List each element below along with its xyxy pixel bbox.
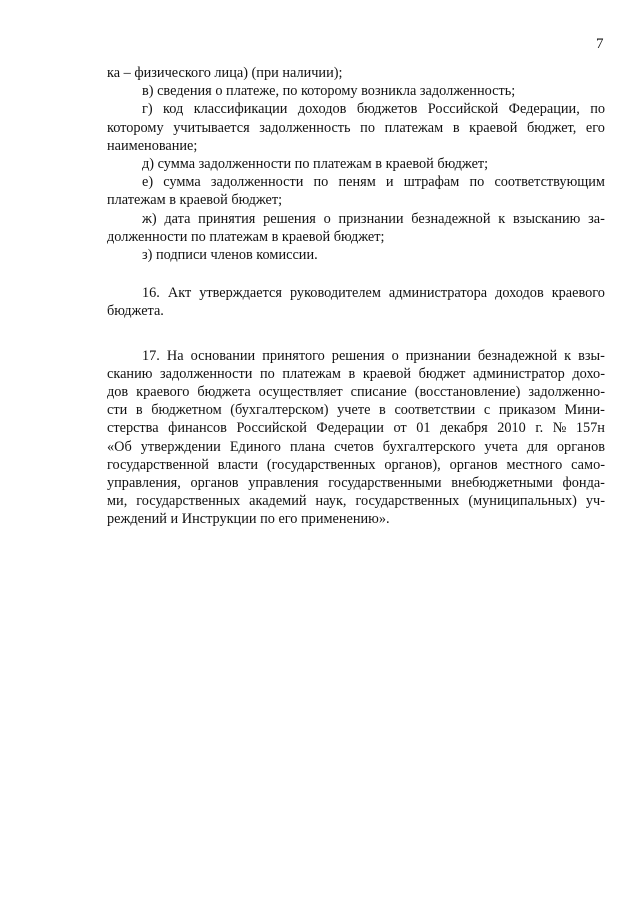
word: код [163,101,184,118]
word: задолженности [159,365,253,382]
word: безнадежной [477,347,558,364]
text-line [107,510,605,528]
word: дохо- [572,365,605,382]
text-line-content: реждений и Инструкции по его применению». [107,511,390,528]
word: ж) [142,210,157,227]
word: 157н [575,420,605,437]
document-body [107,64,605,529]
text-line [107,302,605,320]
text-line-content: ка – физического лица) (при наличии); [107,65,343,81]
word: само- [571,456,605,473]
word: Единого [229,438,281,455]
word: местного [506,456,563,473]
word: финансов [168,420,227,437]
word: штрафам [403,174,460,191]
text-line-content: в) сведения о платеже, по которому возникла задолженность; [142,83,516,100]
word: государственными [328,475,442,492]
text-line [107,82,605,100]
word: счетов [334,438,374,455]
word: утверждении [140,438,221,455]
word: по [590,101,605,118]
word: которому [107,119,164,136]
word: по [469,174,485,191]
text-line [107,438,605,456]
word: администратора [388,285,488,302]
text-line [107,137,605,155]
word: задолженность [259,119,351,136]
word: платежам [384,119,444,136]
word: сканию [107,365,153,382]
text-line [107,401,605,419]
word: учитывается [173,119,250,136]
word: от [393,420,407,437]
list-item-continuation [107,64,605,82]
word: основании [190,347,256,364]
word: соответствующим [494,174,605,191]
word: принятия [198,210,256,227]
text-line-content: бюджета. [107,303,164,320]
word: 01 [416,420,431,437]
text-line [107,191,605,209]
list-item-v [107,82,605,100]
text-line [107,173,605,191]
word: бюджет [418,365,466,382]
word: взы- [578,347,605,364]
word: осуществляет [258,384,343,401]
word: решения [331,347,385,364]
text-line-content: д) сумма задолженности по платежам в краевой бюджет; [142,156,489,173]
list-item-e [107,173,605,209]
word: о [323,210,331,227]
word: признании [338,210,404,227]
text-line [107,474,605,492]
word: пеням [338,174,376,191]
word: бюджета [197,384,251,401]
text-line-content: долженности по платежам в краевой бюджет; [107,228,385,245]
paragraph-16 [107,284,605,320]
text-line [107,119,605,137]
word: сумма [163,174,201,191]
word: администратор [472,365,565,382]
text-line [107,347,605,365]
word: решения [263,210,316,227]
word: в [348,365,356,382]
word: безнадежной [411,210,491,227]
text-line-content: платежам в краевой бюджет; [107,192,283,209]
word: к [564,347,572,364]
word: дата [164,210,191,227]
word: учета [484,438,518,455]
text-line-content: наименование; [107,137,198,154]
text-line [107,246,605,264]
word: приказом [498,402,556,419]
word: власти [217,456,259,473]
word: фонда- [562,475,605,492]
word: декабря [440,420,488,437]
word: в [135,402,143,419]
text-line [107,210,605,228]
list-item-g [107,100,605,155]
word: е) [142,174,154,191]
word: академий [249,493,307,510]
word: внебюджетными [451,475,553,492]
word: Мини- [564,402,605,419]
word: бухгалтерского [382,438,476,455]
page-number: 7 [596,36,604,52]
word: (восстановление) [414,384,521,401]
word: «Об [107,438,132,455]
word: по [313,174,329,191]
word: соответствии [394,402,476,419]
word: взысканию [512,210,581,227]
list-item-z [107,246,605,264]
word: руководителем [289,285,381,302]
list-item-zh [107,210,605,246]
word: органов), [384,456,441,473]
word: дов [107,384,129,401]
word: краевой [469,119,518,136]
word: о [391,347,399,364]
word: органов [449,456,498,473]
text-line [107,365,605,383]
word: доходов [297,101,347,118]
word: для [526,438,548,455]
word: 16. [142,285,160,302]
text-line [107,456,605,474]
word: сти [107,402,128,419]
word: в [379,402,386,419]
word: (муниципальных) [468,493,577,510]
word: Федерации [316,420,384,437]
word: ми, [107,493,128,510]
paragraph-17 [107,347,605,529]
word: уч- [585,493,605,510]
word: его [585,119,605,136]
word: государственных [355,493,460,510]
word: органов [190,475,239,492]
word: по [360,119,375,136]
word: за- [588,210,605,227]
text-line [107,100,605,118]
text-line-content: з) подписи членов комиссии. [142,247,318,264]
word: платежам [282,365,341,382]
word: государственной [107,456,209,473]
word: (государственных [266,456,376,473]
word: государственных [136,493,241,510]
word: Акт [167,285,192,302]
text-line [107,383,605,401]
word: На [166,347,184,364]
word: с [483,402,491,419]
word: признании [405,347,471,364]
word: бюджет, [527,119,577,136]
word: бюджетов [356,101,418,118]
word: № [552,420,567,437]
word: наук, [315,493,347,510]
word: бюджетном [151,402,222,419]
word: списание [350,384,407,401]
word: управления, [107,475,181,492]
word: г. [535,420,544,437]
word: (бухгалтерском) [230,402,329,419]
text-line [107,228,605,246]
text-line [107,492,605,510]
word: плана [289,438,326,455]
word: Российской [427,101,499,118]
word: 17. [142,347,160,364]
text-line [107,155,605,173]
word: стерства [107,420,159,437]
word: Федерации, [508,101,580,118]
word: г) [142,101,153,118]
word: к [498,210,506,227]
word: утверждается [199,285,282,302]
text-line [107,284,605,302]
word: задолженно- [528,384,605,401]
word: в [452,119,460,136]
text-line [107,64,605,82]
word: краевого [551,285,605,302]
word: краевого [136,384,190,401]
word: краевой [362,365,412,382]
word: принятого [262,347,325,364]
word: классификации [193,101,288,118]
word: по [259,365,275,382]
text-line [107,419,605,437]
list-item-d [107,155,605,173]
word: доходов [495,285,544,302]
word: и [385,174,394,191]
word: Российской [236,420,307,437]
word: задолженности [210,174,304,191]
word: учете [337,402,371,419]
word: органов [556,438,605,455]
word: 2010 [497,420,526,437]
word: управления [248,475,319,492]
